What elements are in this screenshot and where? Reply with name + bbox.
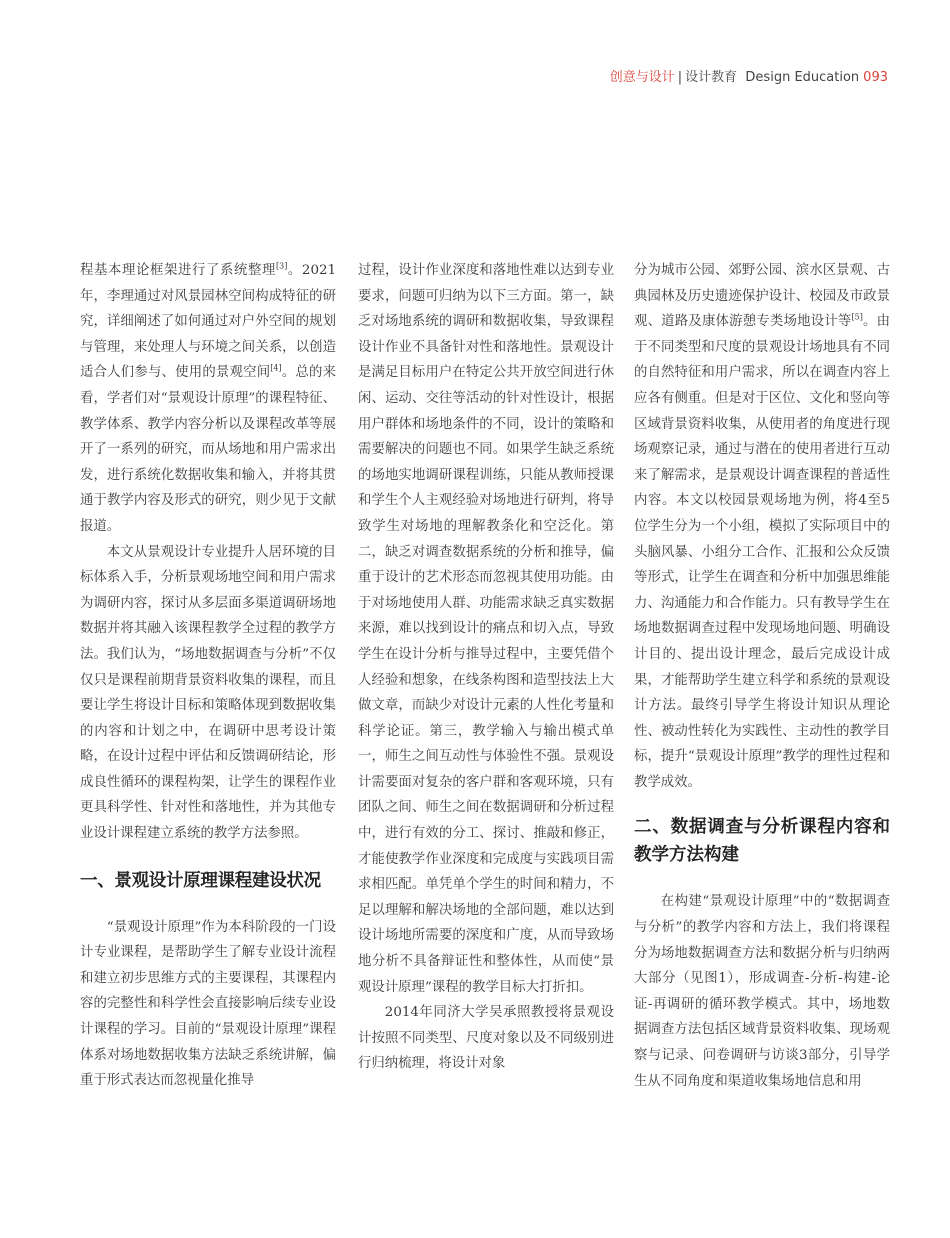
text-run: 。总的来看，学者们对“景观设计原理”的课程特征、教学体系、教学内容分析以及课程改革等展开了一系列的研究，而从场地和用户需求出发，进行系统化数据收集和输入，并将其贯通于教学内容及形式的研究，则少见于文献报道。 [80,365,337,534]
column-left [80,258,336,1094]
section-heading: 一、景观设计原理课程建设状况 [80,870,321,891]
paragraph [80,258,336,540]
paragraph [634,258,890,795]
page-number: 093 [863,70,888,85]
citation-ref: [4] [270,363,282,373]
text-run: 分为城市公园、郊野公园、滨水区景观、古典园林及历史遗迹保护设计、校园及市政景观、道路及康体游憩专类场地设计等 [634,263,890,330]
text-run: 。由于不同类型和尺度的景观设计场地具有不同的自然特征和用户需求，所以在调查内容上应各有侧重。但是对于区位、文化和竖向等区域背景资料收集，从使用者的角度进行现场观察记录，通过与潜在的使用者进行互动来了解需求，是景观设计调查课程的普适性内容。本文以校园景观场地为例，将4至5位学生分为一个小组，模拟了实际项目中的头脑风暴、小组分工合作、汇报和公众反馈等形式，让学生在调查和分析中加强思维能力、沟通能力和合作能力。只有教导学生在场地数据调查过程中发现场地问题、明确设计目的、提出设计理念，最后完成设计成果，才能帮助学生建立科学和系统的景观设计方法。最终引导学生将设计知识从理论性、被动性转化为实践性、主动性的教学目标，提升“景观设计原理”教学的理性过程和教学成效。 [634,314,891,790]
citation-ref: [3] [275,261,288,271]
paragraph: 本文从景观设计专业提升人居环境的目标体系入手，分析景观场地空间和用户需求为调研内容，探讨从多层面多渠道调研场地数据并将其融入该课程教学全过程的教学方法。我们认为，“场地数据调查与分析”不仅仅只是课程前期背景资料收集的课程，而且要让学生将设计目标和策略体现到数据收集的内容和计划之中，在调研中思考设计策略，在设计过程中评估和反馈调研结论，形成良性循环的课程构架，让学生的课程作业更具科学性、针对性和落地性，并为其他专业设计课程建立系统的教学方法参照。 [80,544,336,842]
column-right [634,258,890,1094]
running-header [610,66,888,86]
header-column-cn: 设计教育 [685,70,738,85]
header-separator: | [677,70,683,85]
paragraph: 在构建“景观设计原理”中的“数据调查与分析”的教学内容和方法上，我们将课程分为场地数据调查方法和数据分析与归纳两大部分（见图1），形成调查-分析-构建-论证-再调研的循环教学模式。其中，场地数据调查方法包括区域背景资料收集、现场观察与记录、问卷调研与访谈3部分，引导学生从不同角度和渠道收集场地信息和用 [634,894,890,1089]
paragraph: “景观设计原理”作为本科阶段的一门设计专业课程，是帮助学生了解专业设计流程和建立初步思维方式的主要课程，其课程内容的完整性和科学性会直接影响后续专业设计课程的学习。目前的“景观设计原理”课程体系对场地数据收集方法缺乏系统讲解，偏重于形式表达而忽视量化推导 [80,919,336,1089]
header-section: 创意与设计 [609,70,675,85]
text-run: 程基本理论框架进行了系统整理 [80,263,276,278]
paragraph: 过程，设计作业深度和落地性难以达到专业要求，问题可归纳为以下三方面。第一，缺乏对场地系统的调研和数据收集，导致课程设计作业不具备针对性和落地性。景观设计是满足目标用户在特定公共开放空间进行休闲、运动、交往等活动的针对性设计，根据用户群体和场地条件的不同，设计的策略和需要解决的问题也不同。如果学生缺乏系统的场地实地调研课程训练，只能从教师授课和学生个人主观经验对场地进行研判，将导致学生对场地的理解教条化和空泛化。第二，缺乏对调查数据系统的分析和推导，偏重于设计的艺术形态而忽视其使用功能。由于对场地使用人群、功能需求缺乏真实数据来源，难以找到设计的痛点和切入点，导致学生在设计分析与推导过程中，主要凭借个人经验和想象，在线条构图和造型技法上大做文章，而缺少对设计元素的人性化考量和科学论证。第三，教学输入与输出模式单一，师生之间互动性与体验性不强。景观设计需要面对复杂的客户群和客观环境，只有团队之间、师生之间在数据调研和分析过程中，进行有效的分工、探讨、推敲和修正，才能使教学作业深度和完成度与实践项目需求相匹配。单凭单个学生的时间和精力，不足以理解和解决场地的全部问题，难以达到设计场地所需要的深度和广度，从而导致场地分析不具备辩证性和整体性，从而使“景观设计原理”课程的教学目标大打折扣。 [358,263,614,995]
text-run: 。2021年，李理通过对风景园林空间构成特征的研究，详细阐述了如何通过对户外空间的规划与管理，来处理人与环境之间关系，以创造适合人们参与、使用的景观空间 [80,263,337,381]
citation-ref: [5] [851,312,863,322]
section-heading: 二、数据调查与分析课程内容和教学方法构建 [634,817,890,866]
header-column-en: Design Education [745,70,860,85]
column-middle [358,258,614,1077]
paragraph: 2014年同济大学吴承照教授将景观设计按照不同类型、尺度对象以及不同级别进行归纳梳理，将设计对象 [358,1005,614,1072]
